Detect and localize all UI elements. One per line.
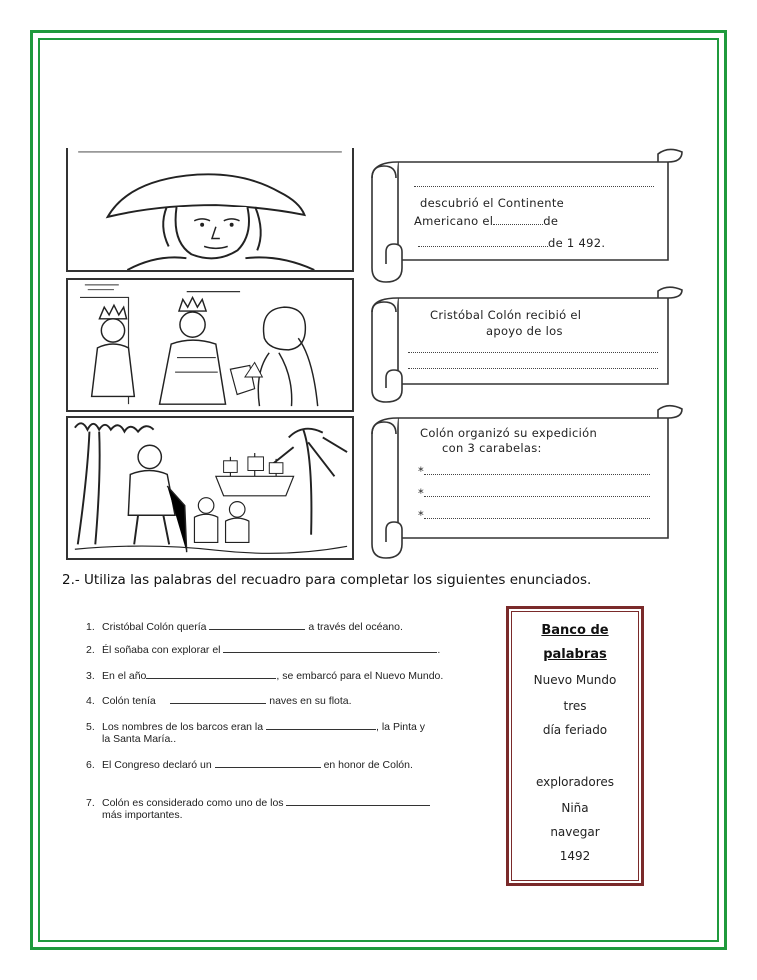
blank-field[interactable] (209, 620, 305, 630)
list-item: 2. Él soñaba con explorar el . (86, 644, 441, 656)
scroll-3-line-1: Colón organizó su expedición (420, 426, 598, 440)
list-item: 6. El Congreso declaró un en honor de Colón. (86, 759, 413, 771)
word-bank-item: exploradores (535, 775, 615, 789)
word-bank-title-2: palabras (543, 647, 607, 662)
scroll-3-bullet-1: * (418, 464, 425, 478)
scroll-box-2 (368, 286, 686, 404)
blank-field[interactable] (146, 669, 276, 679)
blank-field[interactable] (266, 720, 376, 730)
word-bank-title-1: Banco de (541, 623, 609, 638)
word-bank-item: navegar (550, 825, 600, 839)
blank-field[interactable] (286, 796, 430, 806)
scroll-3-bullet-2: * (418, 486, 425, 500)
scroll-3-line-2: con 3 carabelas: (442, 441, 542, 455)
scroll-3-bullet-3: * (418, 508, 425, 522)
word-bank-item: tres (563, 699, 587, 713)
word-bank-item: Nuevo Mundo (533, 673, 617, 687)
scroll-1-line-3: de 1 492. (548, 236, 606, 250)
list-item: 4. Colón tenía naves en su flota. (86, 695, 352, 707)
blank-field[interactable] (223, 643, 437, 653)
scroll-box-1 (368, 148, 686, 284)
scroll-1-line-2b: de (543, 214, 559, 228)
landing-scene-image (66, 416, 354, 560)
list-item: 3. En el año , se embarcó para el Nuevo Mundo. (86, 670, 444, 682)
scroll-2-line-1: Cristóbal Colón recibió el (430, 308, 582, 322)
scroll-2-line-2: apoyo de los (486, 324, 563, 338)
list-item: 7. Colón es considerado como uno de los más importantes. (86, 796, 430, 821)
royal-court-image (66, 278, 354, 412)
scroll-box-3 (368, 404, 686, 560)
blank-field[interactable] (215, 758, 321, 768)
blank-field[interactable] (170, 694, 266, 704)
word-bank-item: día feriado (542, 723, 608, 737)
scroll-1-line-1: descubrió el Continente (420, 196, 565, 210)
list-item: 1. Cristóbal Colón quería a través del océano. (86, 621, 403, 633)
word-bank-item: Niña (561, 801, 589, 815)
columbus-portrait-image (66, 148, 354, 272)
word-bank-box (506, 606, 644, 886)
scroll-1-line-2: Americano el (414, 214, 494, 228)
word-bank-item: 1492 (559, 849, 591, 863)
instruction-text: 2.- Utiliza las palabras del recuadro para completar los siguientes enunciados. (62, 572, 592, 588)
list-item: 5. Los nombres de los barcos eran la , la Pinta y la Santa María.. (86, 721, 426, 745)
